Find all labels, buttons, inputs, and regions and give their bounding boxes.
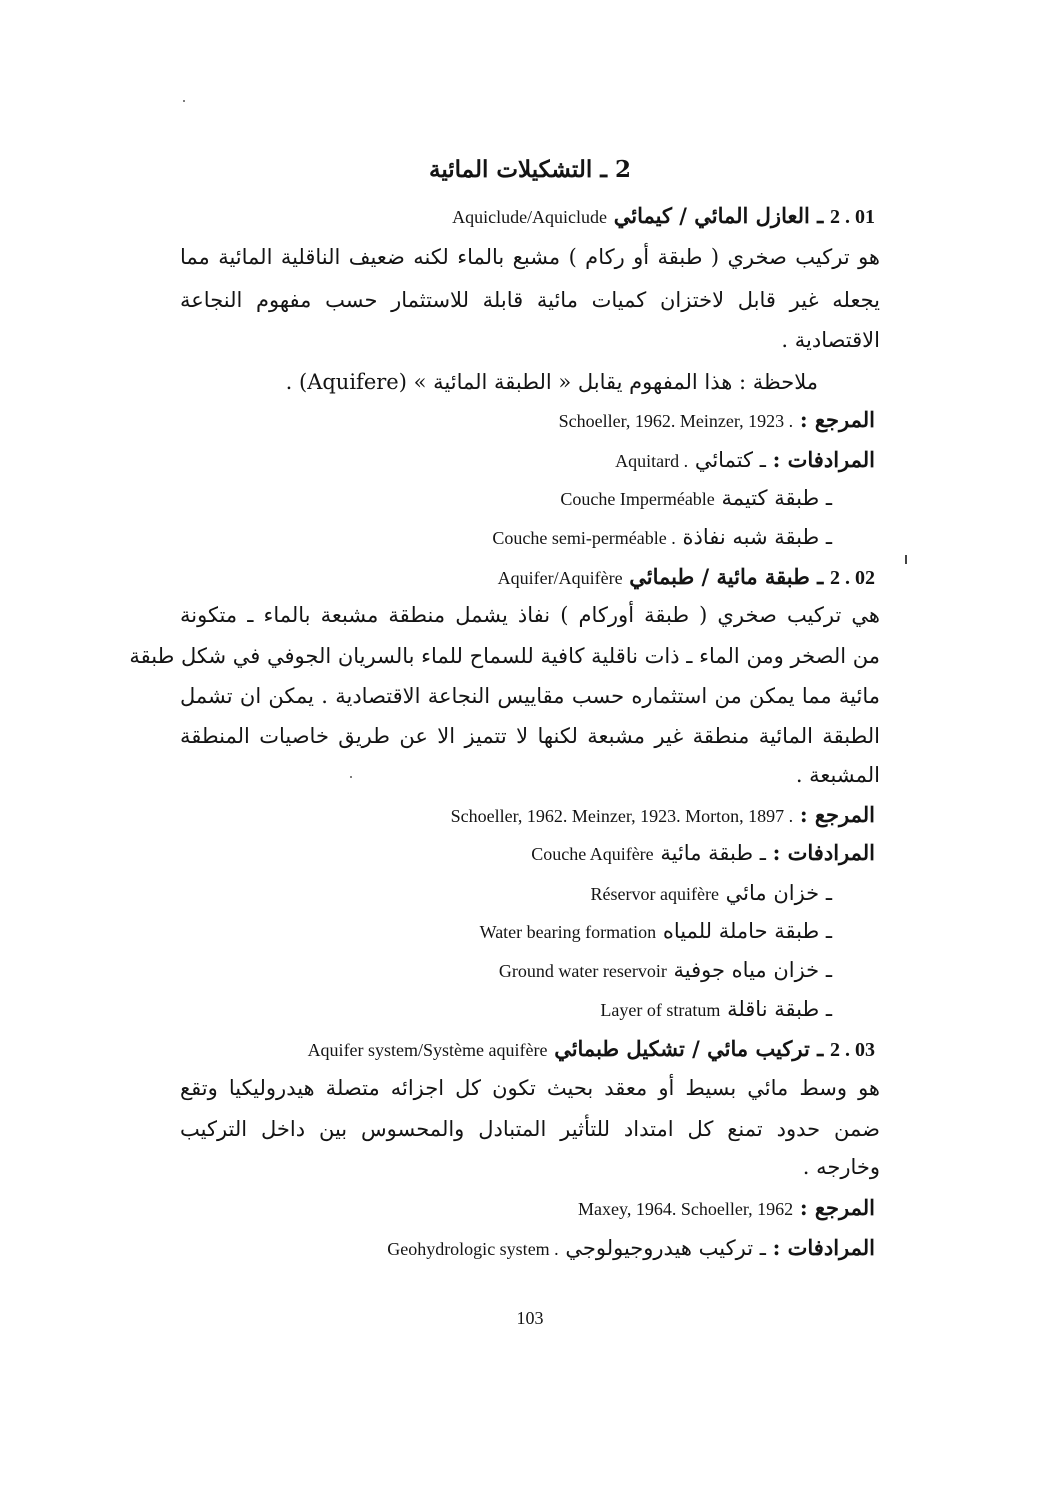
synonym-arabic: ـ طبقة مائية <box>660 841 766 865</box>
definition-line: الاقتصادية . <box>781 328 880 352</box>
reference-line <box>559 405 875 436</box>
reference-text: Maxey, 1964. Schoeller, 1962 <box>578 1199 794 1219</box>
definition-line: وخارجه . <box>802 1155 880 1179</box>
scan-speck <box>183 100 185 102</box>
definition-line: يجعله غير قابل لاختزان كميات مائية قابلة للاستثمار حسب مفهوم النجاعة <box>180 288 880 312</box>
entry-number: 2 . 03 <box>830 1039 875 1061</box>
reference-label: المرجع : <box>799 407 875 432</box>
definition-line: من الصخر ومن الماء ـ ذات ناقلية كافية للسماح للماء بالسريان الجوفي في شكل طبقة <box>129 644 880 668</box>
definition-line: هي تركيب صخري ( طبقة أوركام ) نفاذ يشمل منطقة مشبعة بالماء ـ متكونة <box>180 603 880 627</box>
chapter-title: 2 ـ التشكيلات المائية <box>428 156 632 183</box>
margin-mark <box>905 555 907 564</box>
definition-line: ضمن حدود تمنع كل امتداد للتأثير المتبادل والمحسوس بين داخل التركيب <box>180 1117 880 1141</box>
synonym-item <box>492 522 832 553</box>
synonyms-label: المرادفات : <box>772 1235 875 1260</box>
synonym-item <box>480 916 832 947</box>
synonyms-label: المرادفات : <box>772 447 875 472</box>
definition-line: المشبعة . <box>795 763 880 787</box>
synonym-latin: Réservor aquifère <box>590 884 719 904</box>
synonym-item <box>600 994 832 1025</box>
synonym-latin: Water bearing formation <box>479 922 657 942</box>
synonyms-line <box>615 445 875 476</box>
reference-label: المرجع : <box>799 802 875 827</box>
synonym-item <box>560 483 832 514</box>
note-line: ملاحظة : هذا المفهوم يقابل « الطبقة المائية » (Aquifere) . <box>285 370 818 394</box>
page-number: 103 <box>516 1308 544 1328</box>
reference-line <box>451 800 875 831</box>
entry-term-arabic: ـ العازل المائي / كيمائي <box>613 203 824 228</box>
synonym-item <box>591 878 832 909</box>
entry-number: 2 . 01 <box>830 206 875 228</box>
synonym-latin: Couche Imperméable <box>560 489 715 509</box>
synonyms-line <box>531 838 875 869</box>
synonym-latin: Ground water reservoir <box>498 961 667 981</box>
definition-line: هو وسط مائي بسيط أو معقد بحيث تكون كل اجزائه متصلة هيدروليكيا وتقع <box>180 1076 880 1100</box>
entry-heading-2-02 <box>498 562 875 593</box>
scan-speck <box>350 776 352 778</box>
definition-line: هو تركيب صخري ( طبقة أو ركام ) مشبع بالماء لكنه ضعيف الناقلية المائية مما <box>180 245 880 269</box>
entry-heading-2-01 <box>452 201 875 232</box>
synonym-arabic: ـ خزان مياه جوفية <box>673 958 832 982</box>
synonyms-label: المرادفات : <box>772 840 875 865</box>
entry-number: 2 . 02 <box>830 567 875 589</box>
synonym-arabic: ـ تركيب هيدروجيولوجي <box>565 1236 766 1260</box>
entry-term-latin: Aquifer system/Système aquifère <box>307 1040 548 1060</box>
reference-line <box>578 1193 875 1224</box>
definition-line: الطبقة المائية منطقة غير مشبعة لكنها لا تتميز الا عن طريق خاصيات المنطقة <box>180 724 880 748</box>
synonym-arabic: ـ طبقة كتيمة <box>721 486 832 510</box>
synonym-item <box>499 955 832 986</box>
synonyms-line <box>387 1233 875 1264</box>
synonym-arabic: ـ خزان مائي <box>725 881 832 905</box>
entry-term-latin: Aquiclude/Aquiclude <box>452 207 608 227</box>
synonym-arabic: ـ طبقة شبه نفاذة <box>682 525 832 549</box>
reference-text: Schoeller, 1962. Meinzer, 1923 . <box>558 411 794 431</box>
reference-label: المرجع : <box>799 1195 875 1220</box>
synonym-arabic: ـ طبقة حاملة للمياه <box>662 919 832 943</box>
synonym-latin: Geohydrologic system . <box>387 1239 559 1259</box>
synonym-arabic: ـ كتمائي <box>694 448 766 472</box>
synonym-arabic: ـ طبقة ناقلة <box>727 997 832 1021</box>
reference-text: Schoeller, 1962. Meinzer, 1923. Morton, 1897 . <box>450 806 794 826</box>
entry-term-arabic: ـ تركيب مائي / تشكيل طبمائي <box>554 1036 824 1061</box>
entry-term-latin: Aquifer/Aquifère <box>497 568 623 588</box>
definition-line: مائية مما يمكن من استثماره حسب مقاييس النجاعة الاقتصادية . يمكن ان تشمل <box>180 684 880 708</box>
synonym-latin: Aquitard . <box>615 451 689 471</box>
entry-term-arabic: ـ طبقة مائية / طبمائي <box>629 564 824 589</box>
synonym-latin: Couche semi-perméable . <box>492 528 676 548</box>
entry-heading-2-03 <box>308 1034 875 1065</box>
synonym-latin: Couche Aquifère <box>531 844 654 864</box>
synonym-latin: Layer of stratum <box>600 1000 721 1020</box>
